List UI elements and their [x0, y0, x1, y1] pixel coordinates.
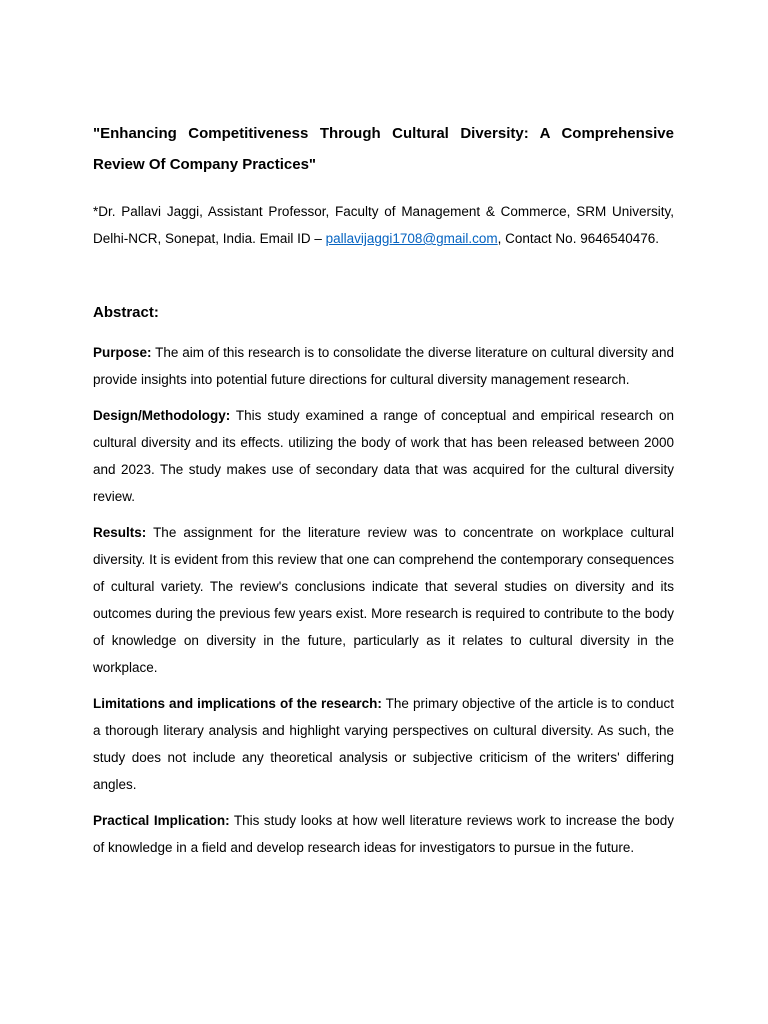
affiliation-text: *Dr. Pallavi Jaggi, Assistant Professor, Faculty of Management & Commerce, SRM University, Delhi-NCR, Sonepat, India. Email ID – [93, 204, 674, 246]
section-text: The aim of this research is to consolidate the diverse literature on cultural diversity and provide insights into potential future directions for cultural diversity management research. [93, 345, 674, 387]
email-link[interactable]: pallavijaggi1708@gmail.com [325, 231, 498, 246]
abstract-limitations [93, 690, 674, 798]
section-text: This study looks at how well literature reviews work to increase the body of knowledge in a field and develop research ideas for investigators to pursue in the future. [93, 813, 674, 855]
abstract-heading: Abstract: [93, 304, 159, 321]
paper-page [93, 118, 674, 861]
abstract-results [93, 519, 674, 681]
abstract-design-methodology [93, 402, 674, 510]
section-label: Results: [93, 525, 147, 540]
section-text: This study examined a range of conceptual and empirical research on cultural diversity and its effects. utilizing the body of work that has been released between 2000 and 2023. The study makes use of secondary data that was acquired for the cultural diversity review. [93, 408, 674, 504]
section-label: Limitations and implications of the research: [93, 696, 382, 711]
section-text: The assignment for the literature review was to concentrate on workplace cultural diversity. It is evident from this review that one can comprehend the contemporary consequences of cultural variety. The review's conclusions indicate that several studies on diversity and its outcomes during the previous few years exist. More research is required to contribute to the body of knowledge on diversity in the future, particularly as it relates to cultural diversity in the workplace. [93, 525, 674, 675]
author-affiliation [93, 198, 674, 252]
contact-text: , Contact No. 9646540476. [497, 231, 660, 246]
section-label: Design/Methodology: [93, 408, 231, 423]
section-label: Practical Implication: [93, 813, 230, 828]
abstract-purpose [93, 339, 674, 393]
paper-title: "Enhancing Competitiveness Through Cultural Diversity: A Comprehensive Review Of Company Practices" [93, 125, 674, 173]
abstract-practical-implication [93, 807, 674, 861]
section-text: The primary objective of the article is to conduct a thorough literary analysis and highlight varying perspectives on cultural diversity. As such, the study does not include any theoretical analysis or subjective criticism of the writers' differing angles. [93, 696, 674, 792]
section-label: Purpose: [93, 345, 152, 360]
